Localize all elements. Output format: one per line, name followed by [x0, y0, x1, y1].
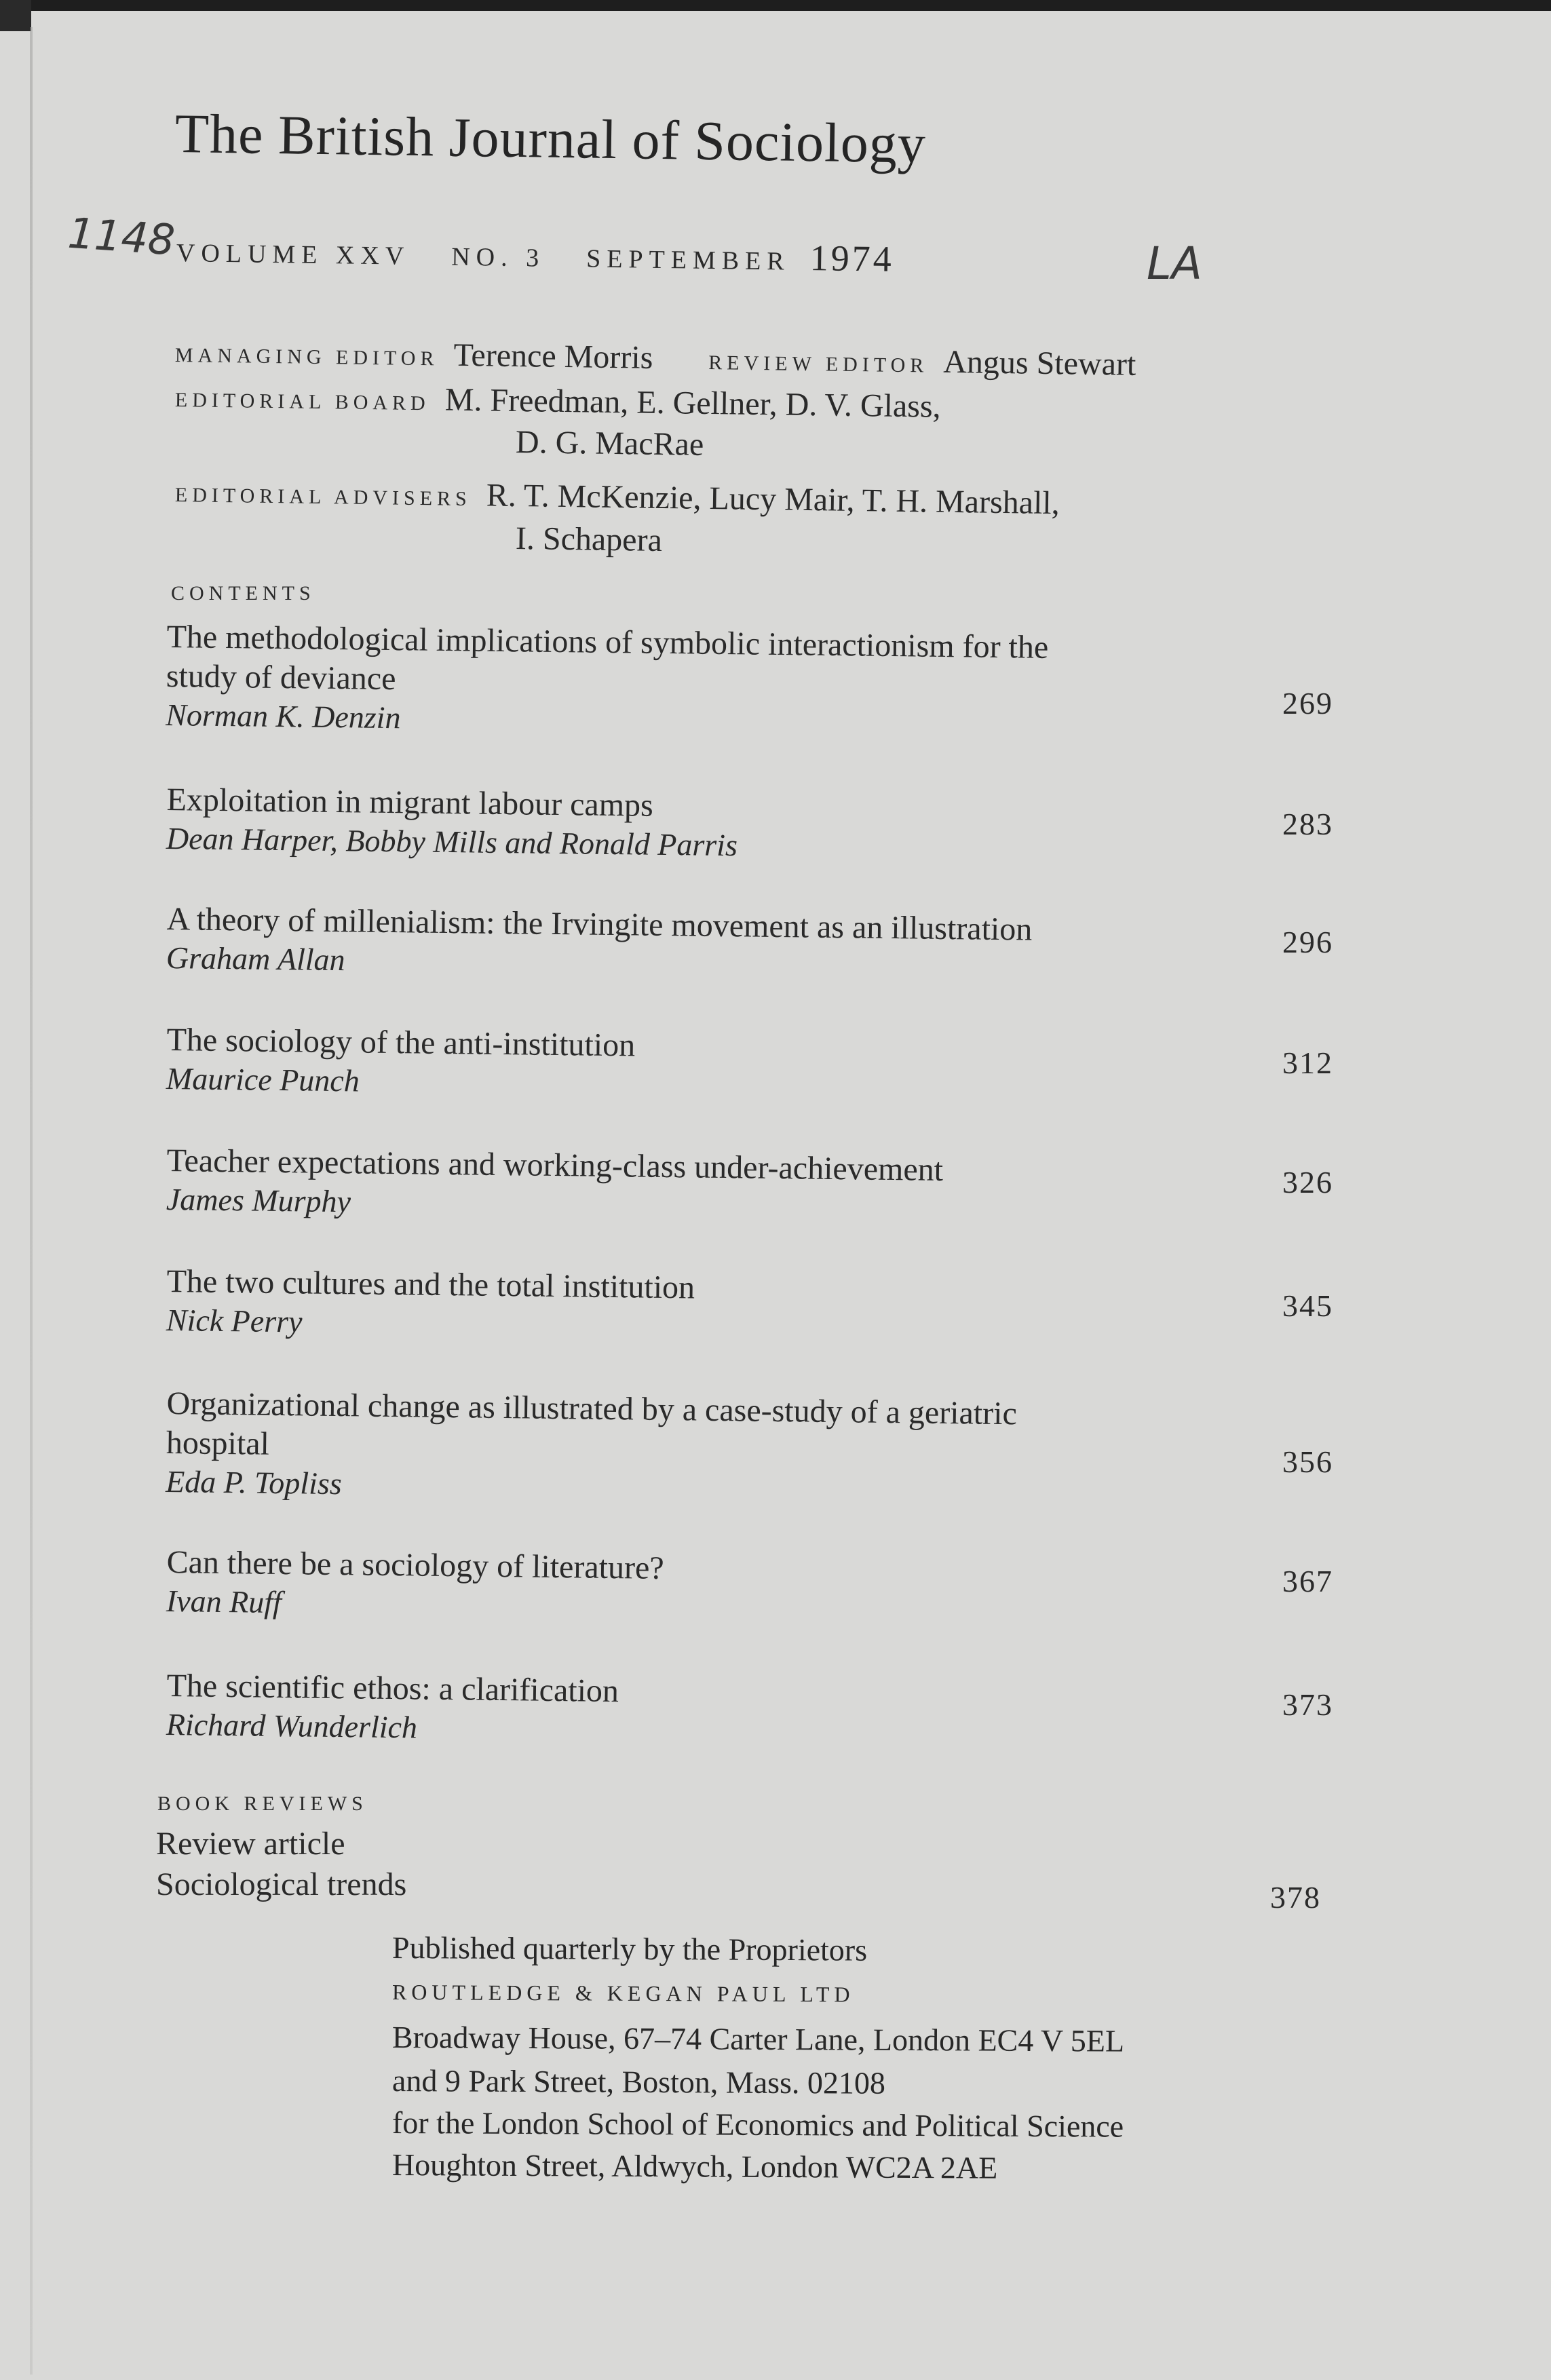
- article-page-number: 312: [1282, 1045, 1333, 1080]
- article-title-line: The scientific ethos: a clarification: [166, 1667, 619, 1710]
- review-editor-name: Angus Stewart: [942, 343, 1136, 383]
- editorial-advisers-line2: I. Schapera: [515, 520, 663, 559]
- book-reviews-page-number: 378: [1270, 1880, 1321, 1915]
- article-title-line: The two cultures and the total institution: [166, 1263, 695, 1306]
- publisher-address-line: and 9 Park Street, Boston, Mass. 02108: [391, 2063, 886, 2100]
- editorial-advisers-label: EDITORIAL ADVISERS: [174, 484, 472, 511]
- article-author: Graham Allan: [166, 940, 345, 978]
- review-editor-label: REVIEW EDITOR: [708, 351, 929, 377]
- handwritten-note-right: LA: [1147, 237, 1202, 290]
- article-title-line: hospital: [166, 1424, 270, 1462]
- contents-entry: [166, 780, 1225, 870]
- contents-entry: [166, 1020, 1225, 1111]
- issue-month: SEPTEMBER: [586, 244, 790, 276]
- article-page-number: 326: [1282, 1165, 1333, 1199]
- article-page-number: 283: [1282, 807, 1333, 841]
- publisher-address-line: Broadway House, 67–74 Carter Lane, London EC4 V 5EL: [391, 2020, 1125, 2058]
- masthead-board-line: [175, 377, 941, 425]
- editorial-board-line2: D. G. MacRae: [515, 424, 704, 463]
- masthead-advisers-line: [175, 472, 1060, 522]
- article-title-line: The sociology of the anti-institution: [166, 1021, 636, 1064]
- article-title-line: study of deviance: [166, 657, 396, 697]
- article-title-line: Exploitation in migrant labour camps: [166, 781, 654, 824]
- article-author: Eda P. Topliss: [165, 1463, 343, 1501]
- article-page-number: 356: [1282, 1444, 1333, 1479]
- masthead-editors-line: [175, 332, 1136, 383]
- editorial-advisers-line1: R. T. McKenzie, Lucy Mair, T. H. Marshall,: [486, 477, 1060, 522]
- article-author: Dean Harper, Bobby Mills and Ronald Parris: [166, 820, 738, 863]
- article-title-line: Can there be a sociology of literature?: [166, 1543, 664, 1586]
- publisher-line: Published quarterly by the Proprietors: [391, 1930, 868, 1968]
- sociological-trends-line: Sociological trends: [156, 1866, 407, 1902]
- article-title-line: Teacher expectations and working-class under-achievement: [166, 1142, 944, 1188]
- managing-editor-name: Terence Morris: [453, 337, 653, 376]
- article-author: Ivan Ruff: [166, 1583, 282, 1620]
- article-page-number: 373: [1282, 1687, 1333, 1722]
- contents-entry: [166, 900, 1225, 990]
- publisher-name: ROUTLEDGE & KEGAN PAUL LTD: [391, 1980, 855, 2007]
- handwritten-note-left: 1148: [66, 208, 177, 265]
- book-reviews-heading: BOOK REVIEWS: [157, 1792, 368, 1815]
- publisher-address-line: Houghton Street, Aldwych, London WC2A 2AE: [391, 2147, 998, 2185]
- article-author: Richard Wunderlich: [166, 1706, 418, 1745]
- managing-editor-label: MANAGING EDITOR: [174, 344, 439, 370]
- article-page-number: 269: [1282, 686, 1333, 721]
- volume-label: VOLUME XXV: [176, 239, 410, 271]
- article-page-number: 367: [1282, 1564, 1333, 1598]
- article-title-line: A theory of millenialism: the Irvingite movement as an illustration: [166, 900, 1033, 948]
- article-page-number: 345: [1282, 1288, 1333, 1323]
- article-author: Nick Perry: [166, 1302, 303, 1339]
- issue-number: NO. 3: [451, 242, 545, 273]
- contents-entry: [166, 1384, 1225, 1514]
- article-author: Norman K. Denzin: [165, 697, 401, 735]
- article-title-line: The methodological implications of symbolic interactionism for the: [166, 618, 1049, 666]
- issue-line: [176, 228, 929, 280]
- contents-entry: [166, 617, 1225, 747]
- contents-entry: [166, 1262, 1225, 1352]
- contents-heading: CONTENTS: [171, 582, 315, 604]
- article-page-number: 296: [1282, 925, 1333, 959]
- article-author: James Murphy: [166, 1181, 351, 1219]
- article-title-line: Organizational change as illustrated by a case-study of a geriatric: [166, 1385, 1018, 1432]
- contents-entry: [166, 1666, 1225, 1757]
- article-author: Maurice Punch: [166, 1060, 360, 1098]
- review-article-line: Review article: [156, 1826, 345, 1862]
- publisher-line: for the London School of Economics and Political Science: [391, 2105, 1124, 2144]
- editorial-board-line1: M. Freedman, E. Gellner, D. V. Glass,: [444, 381, 941, 425]
- contents-entry: [166, 1141, 1225, 1231]
- contents-entry: [166, 1543, 1225, 1633]
- issue-year: 1974: [809, 237, 895, 280]
- journal-title: The British Journal of Sociology: [174, 102, 927, 175]
- editorial-board-label: EDITORIAL BOARD: [174, 389, 430, 415]
